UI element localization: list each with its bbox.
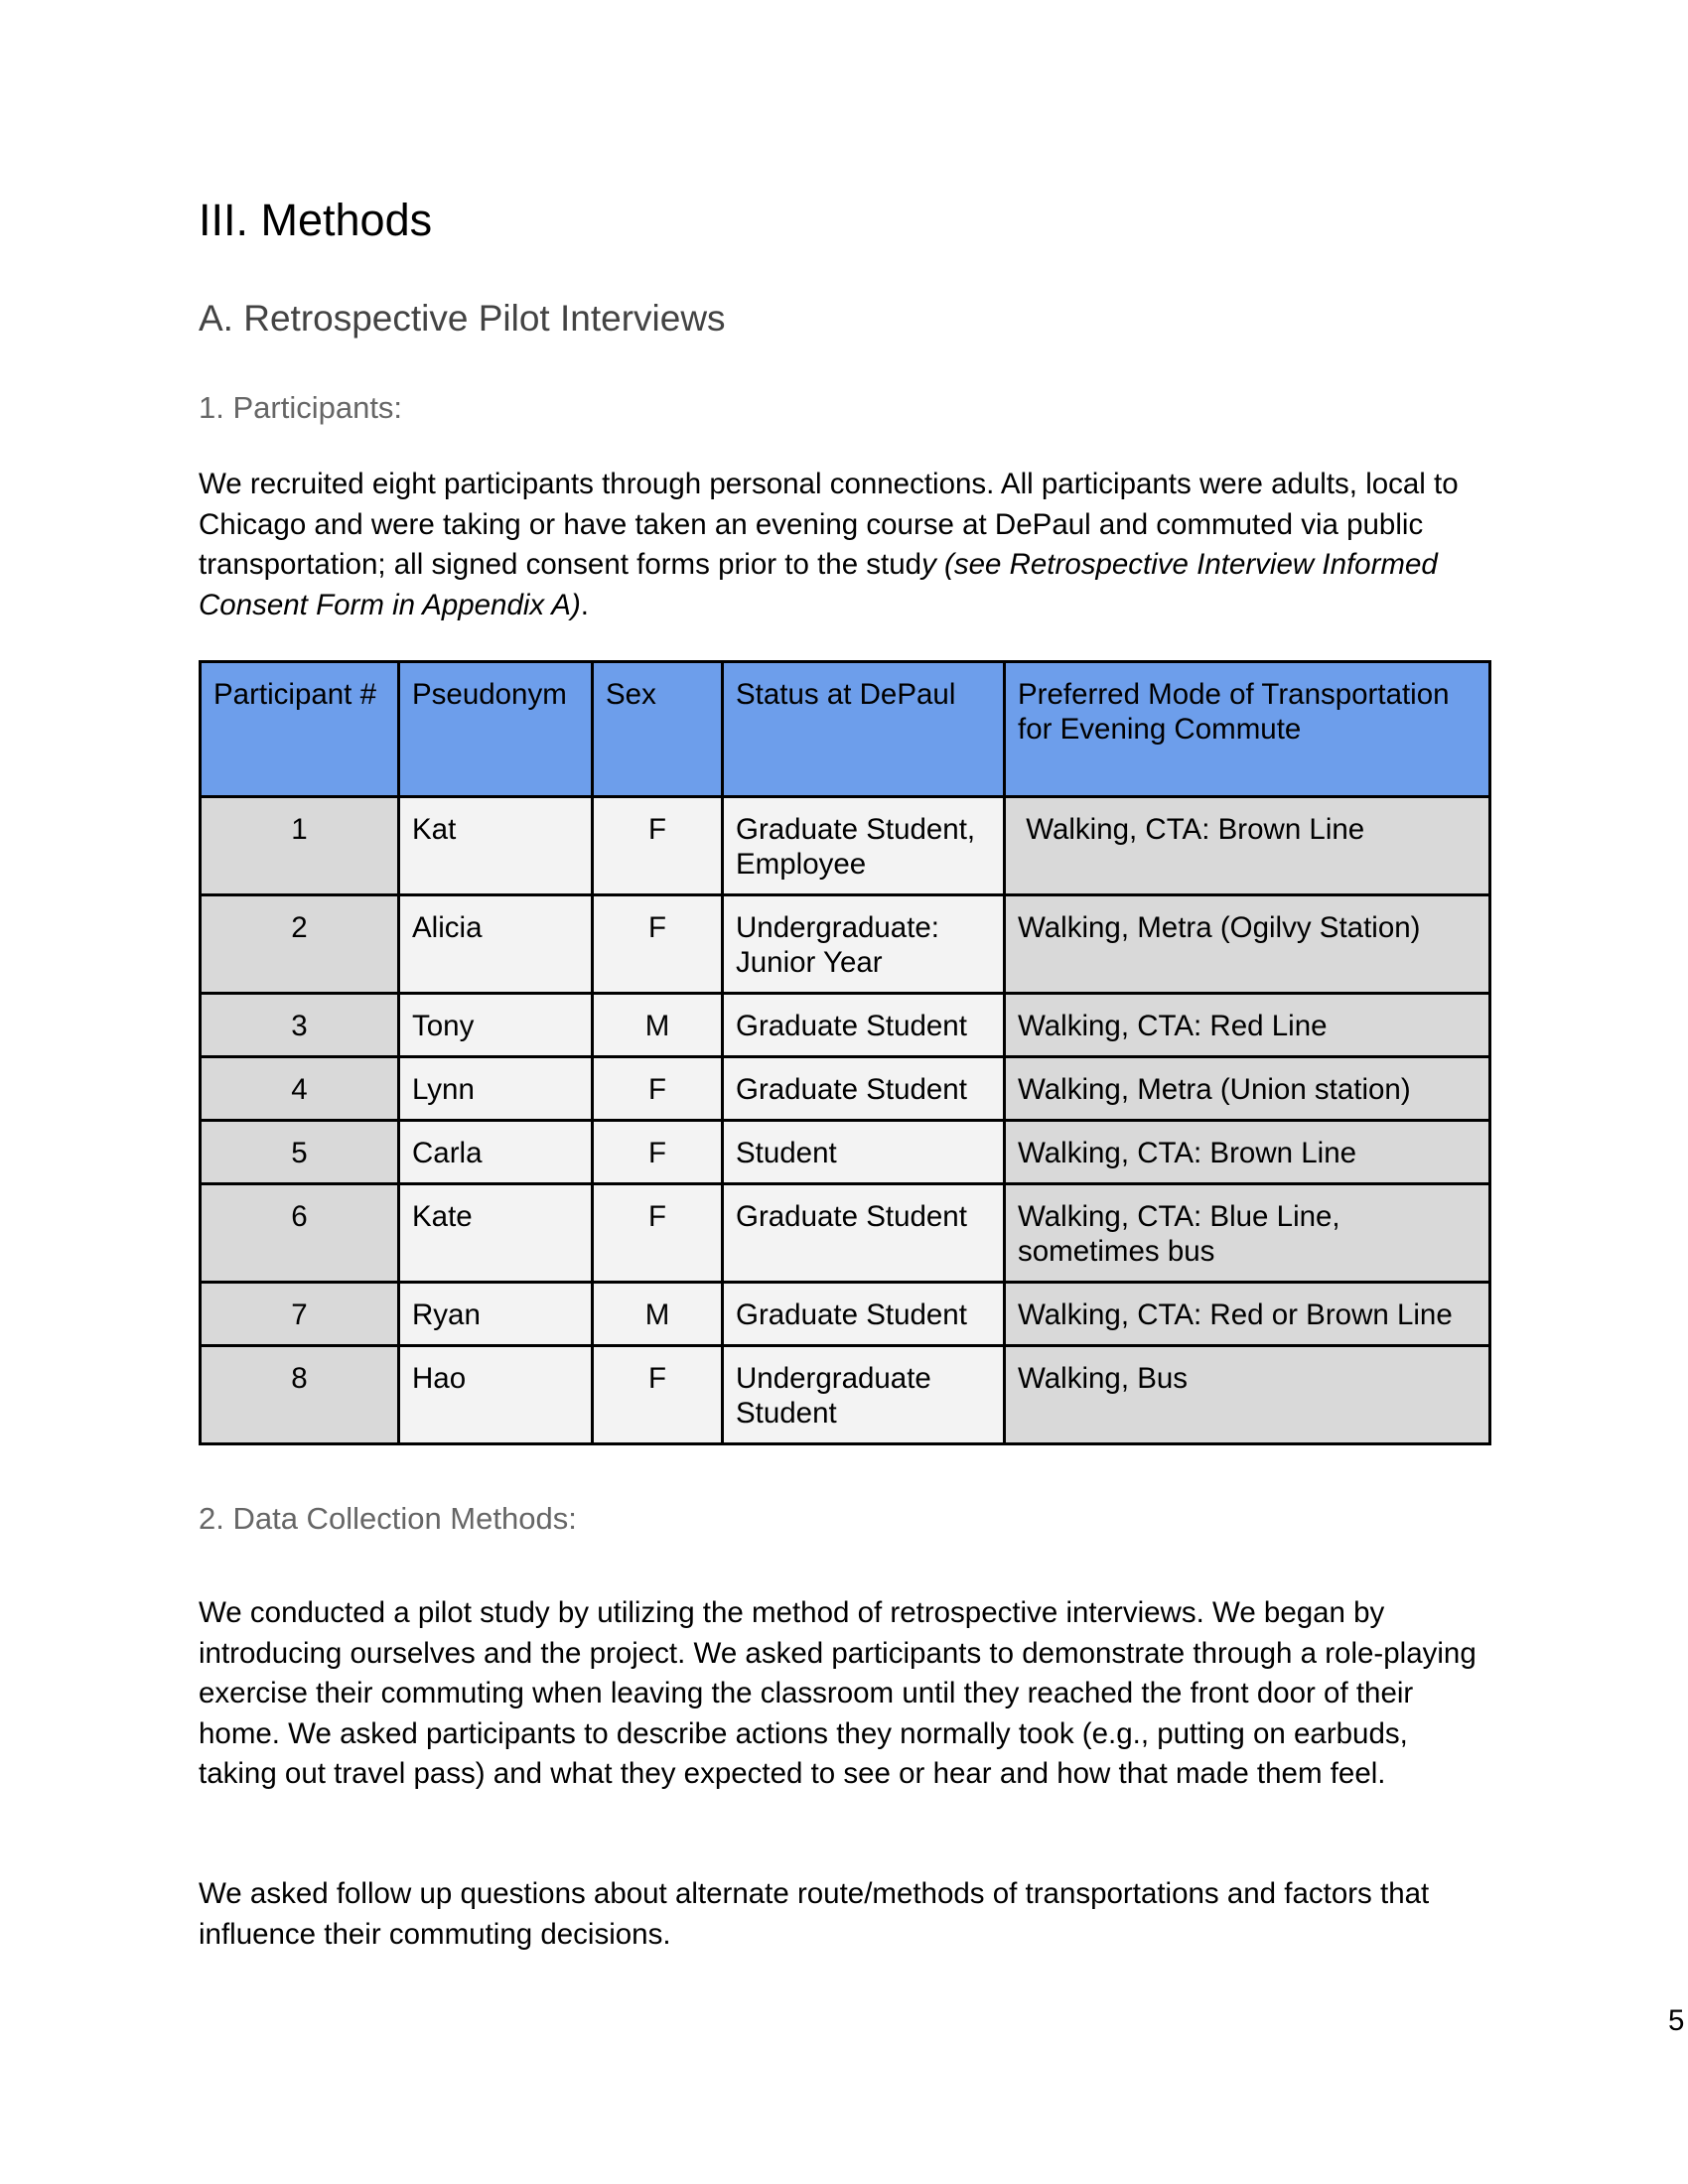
subsection-title: A. Retrospective Pilot Interviews xyxy=(199,298,726,339)
cell-sex: F xyxy=(593,797,723,895)
cell-transport-mode: Walking, CTA: Blue Line, sometimes bus xyxy=(1005,1184,1490,1283)
data-collection-heading: 2. Data Collection Methods: xyxy=(199,1501,577,1536)
cell-sex: F xyxy=(593,895,723,994)
cell-sex: F xyxy=(593,1346,723,1444)
cell-participant-number: 1 xyxy=(201,797,399,895)
cell-transport-mode: Walking, CTA: Brown Line xyxy=(1005,1121,1490,1184)
cell-sex: F xyxy=(593,1121,723,1184)
cell-sex: F xyxy=(593,1057,723,1121)
cell-transport-mode: Walking, CTA: Red or Brown Line xyxy=(1005,1283,1490,1346)
data-collection-paragraph-2: We asked follow up questions about alternate route/methods of transportations and factors that influence their commuting decisions. xyxy=(199,1877,1430,1951)
cell-transport-mode: Walking, CTA: Red Line xyxy=(1005,994,1490,1057)
table-row xyxy=(201,1057,1490,1121)
cell-status: Undergraduate Student xyxy=(723,1346,1005,1444)
cell-transport-mode: Walking, Bus xyxy=(1005,1346,1490,1444)
cell-transport-mode: Walking, CTA: Brown Line xyxy=(1005,797,1490,895)
cell-pseudonym: Tony xyxy=(399,994,593,1057)
table-row xyxy=(201,1346,1490,1444)
cell-pseudonym: Ryan xyxy=(399,1283,593,1346)
cell-status: Graduate Student xyxy=(723,994,1005,1057)
cell-status: Graduate Student xyxy=(723,1283,1005,1346)
header-sex: Sex xyxy=(593,662,723,797)
cell-status: Undergraduate: Junior Year xyxy=(723,895,1005,994)
table-row xyxy=(201,1121,1490,1184)
header-participant-number: Participant # xyxy=(201,662,399,797)
cell-participant-number: 6 xyxy=(201,1184,399,1283)
participants-paragraph-text: We recruited eight participants through personal connections. All participants were adults, local to Chicago and were taking or have taken an evening course at DePaul and commuted via public transportation; all signed consent forms prior to the stud xyxy=(199,468,1459,581)
cell-status: Student xyxy=(723,1121,1005,1184)
cell-transport-mode: Walking, Metra (Union station) xyxy=(1005,1057,1490,1121)
table-row xyxy=(201,895,1490,994)
participants-heading: 1. Participants: xyxy=(199,390,403,425)
cell-transport-mode: Walking, Metra (Ogilvy Station) xyxy=(1005,895,1490,994)
cell-sex: M xyxy=(593,1283,723,1346)
header-pseudonym: Pseudonym xyxy=(399,662,593,797)
participants-table xyxy=(199,660,1491,1445)
cell-participant-number: 4 xyxy=(201,1057,399,1121)
participants-paragraph-end: . xyxy=(580,588,589,621)
table-row xyxy=(201,1184,1490,1283)
page-number: 5 xyxy=(1668,2004,1685,2037)
cell-sex: M xyxy=(593,994,723,1057)
cell-status: Graduate Student, Employee xyxy=(723,797,1005,895)
cell-pseudonym: Kate xyxy=(399,1184,593,1283)
section-title: III. Methods xyxy=(199,195,433,245)
cell-pseudonym: Carla xyxy=(399,1121,593,1184)
cell-status: Graduate Student xyxy=(723,1057,1005,1121)
data-collection-paragraph-1: We conducted a pilot study by utilizing the method of retrospective interviews. We began by introducing ourselves and the project. We asked participants to demonstrate through a role-playing exercise their commuting when leaving the classroom until they reached the front door of their home. We asked participants to describe actions they normally took (e.g., putting on earbuds, taking out travel pass) and what they expected to see or hear and how that made them feel. xyxy=(199,1596,1477,1790)
header-status: Status at DePaul xyxy=(723,662,1005,797)
table-header-row xyxy=(201,662,1490,797)
header-transport-mode: Preferred Mode of Transportation for Evening Commute xyxy=(1005,662,1490,797)
cell-pseudonym: Hao xyxy=(399,1346,593,1444)
table-row xyxy=(201,797,1490,895)
cell-pseudonym: Kat xyxy=(399,797,593,895)
cell-sex: F xyxy=(593,1184,723,1283)
cell-participant-number: 3 xyxy=(201,994,399,1057)
cell-pseudonym: Alicia xyxy=(399,895,593,994)
cell-participant-number: 2 xyxy=(201,895,399,994)
table-row xyxy=(201,1283,1490,1346)
cell-pseudonym: Lynn xyxy=(399,1057,593,1121)
cell-participant-number: 7 xyxy=(201,1283,399,1346)
cell-status: Graduate Student xyxy=(723,1184,1005,1283)
participants-paragraph xyxy=(199,465,1487,625)
participants-paragraph-italic: y (see Retrospective Interview Informed Consent Form in Appendix A) xyxy=(199,548,1438,621)
cell-participant-number: 8 xyxy=(201,1346,399,1444)
cell-participant-number: 5 xyxy=(201,1121,399,1184)
table-row xyxy=(201,994,1490,1057)
